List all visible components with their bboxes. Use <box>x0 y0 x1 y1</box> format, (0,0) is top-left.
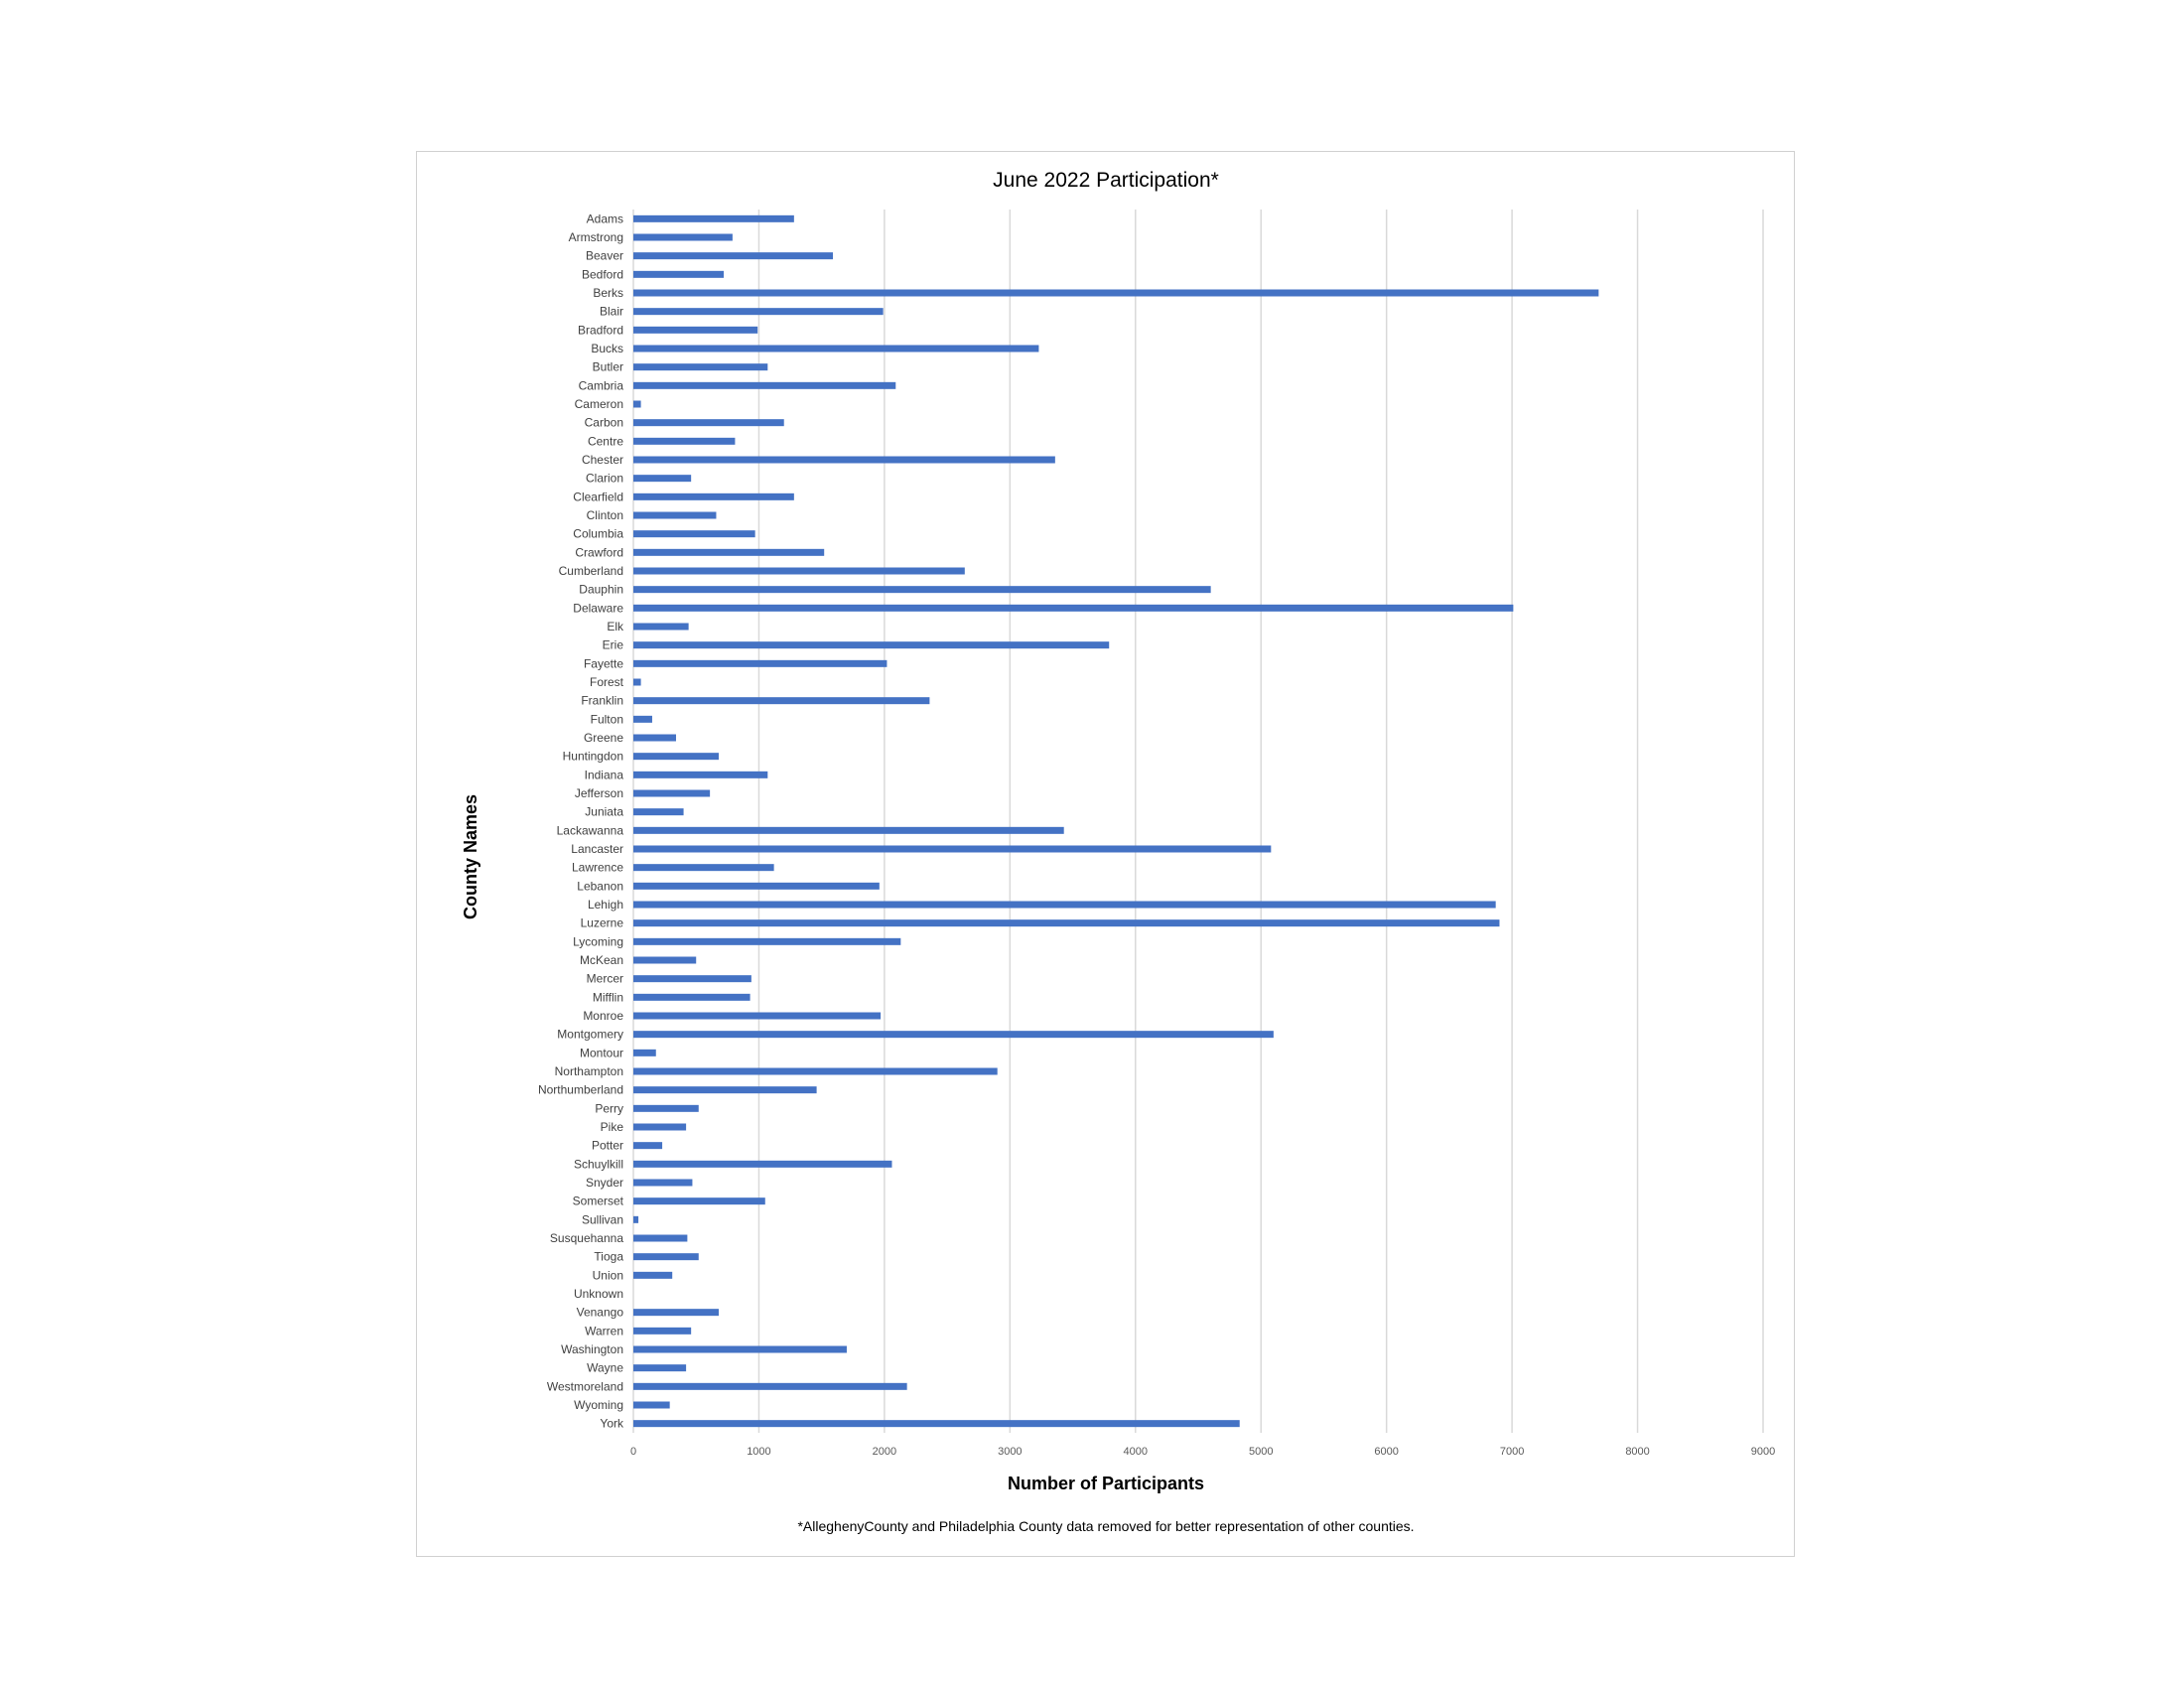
category-label: Cambria <box>578 378 623 393</box>
bar-fayette <box>633 660 887 667</box>
bar-juniata <box>633 808 684 815</box>
bar-wayne <box>633 1364 686 1371</box>
bar-huntingdon <box>633 753 719 760</box>
bar-lancaster <box>633 846 1271 853</box>
category-label: Perry <box>595 1101 623 1116</box>
bar-armstrong <box>633 234 733 241</box>
chart-title: June 2022 Participation* <box>993 169 1219 192</box>
x-axis-title: Number of Participants <box>1007 1474 1205 1493</box>
category-label: Forest <box>589 675 623 689</box>
bar-snyder <box>633 1180 692 1187</box>
x-tick-label: 7000 <box>1499 1446 1525 1458</box>
x-tick-labels <box>630 1446 1775 1458</box>
category-label: Susquehanna <box>549 1231 623 1245</box>
category-label: Mercer <box>586 971 623 986</box>
category-label: Beaver <box>585 248 623 263</box>
category-label: Northumberland <box>537 1082 623 1097</box>
bar-elk <box>633 624 689 631</box>
bar-delaware <box>633 605 1513 612</box>
category-label: Wayne <box>587 1360 623 1375</box>
category-label: Somerset <box>572 1194 623 1208</box>
x-tick-label: 6000 <box>1374 1446 1399 1458</box>
category-label: Crawford <box>575 545 623 560</box>
category-label: Fulton <box>590 712 623 727</box>
category-label: Lancaster <box>571 842 623 856</box>
category-label: Blair <box>599 304 623 319</box>
bar-wyoming <box>633 1402 670 1409</box>
bar-berks <box>633 290 1598 297</box>
bar-crawford <box>633 549 824 556</box>
bar-lackawanna <box>633 827 1064 834</box>
footnote: *AlleghenyCounty and Philadelphia County data removed for better representation of other counties. <box>797 1518 1415 1534</box>
category-label: Clarion <box>585 471 623 486</box>
category-label: Greene <box>583 731 623 745</box>
category-label: Fayette <box>583 656 623 671</box>
category-label: Carbon <box>584 415 623 430</box>
category-label: Armstrong <box>568 230 623 244</box>
category-label: Luzerne <box>580 915 623 930</box>
bar-clarion <box>633 475 691 482</box>
category-label: Lackawanna <box>556 823 623 838</box>
category-label: Clearfield <box>573 490 623 504</box>
bar-cambria <box>633 382 895 389</box>
category-label: Schuylkill <box>573 1157 623 1172</box>
bar-mckean <box>633 957 696 964</box>
bar-lebanon <box>633 883 880 890</box>
category-label: Lycoming <box>573 934 623 949</box>
gridlines <box>633 210 1763 1433</box>
category-label: Columbia <box>573 526 623 541</box>
category-label: Union <box>592 1268 623 1283</box>
bar-luzerne <box>633 919 1499 926</box>
category-label: Northampton <box>554 1064 623 1078</box>
category-label: Westmoreland <box>546 1379 623 1394</box>
x-tick-label: 4000 <box>1123 1446 1149 1458</box>
category-label: York <box>600 1416 623 1431</box>
bar-northampton <box>633 1068 998 1075</box>
category-label: Lawrence <box>571 860 623 875</box>
bar-venango <box>633 1309 719 1316</box>
bar-fulton <box>633 716 652 723</box>
category-label: Lebanon <box>577 879 623 894</box>
bar-perry <box>633 1105 699 1112</box>
category-label: Washington <box>561 1342 623 1356</box>
bar-centre <box>633 438 735 445</box>
bar-somerset <box>633 1197 765 1204</box>
bar-bradford <box>633 327 757 334</box>
bar-union <box>633 1272 672 1279</box>
category-label: Chester <box>581 453 623 467</box>
category-label: Franklin <box>581 693 623 708</box>
bar-monroe <box>633 1013 881 1020</box>
bar-carbon <box>633 419 784 426</box>
bar-sullivan <box>633 1216 638 1223</box>
bars <box>633 215 1598 1427</box>
y-axis-title: County Names <box>461 793 480 920</box>
bar-jefferson <box>633 790 710 797</box>
category-label: Potter <box>591 1138 623 1153</box>
category-label: Jefferson <box>574 786 623 800</box>
x-tick-label: 5000 <box>1248 1446 1274 1458</box>
bar-cumberland <box>633 568 965 575</box>
bar-lycoming <box>633 938 900 945</box>
bar-tioga <box>633 1253 699 1260</box>
bar-blair <box>633 308 884 315</box>
category-label: Berks <box>593 286 623 300</box>
category-label: Tioga <box>594 1249 623 1264</box>
category-label: Huntingdon <box>562 749 623 764</box>
x-tick-label: 0 <box>629 1446 637 1458</box>
category-label: McKean <box>579 953 623 967</box>
bar-montgomery <box>633 1031 1274 1038</box>
category-label: Unknown <box>573 1287 623 1301</box>
category-label: Delaware <box>573 601 623 616</box>
category-label: Pike <box>600 1120 623 1134</box>
bar-cameron <box>633 401 641 408</box>
bar-warren <box>633 1328 691 1335</box>
x-tick-label: 3000 <box>998 1446 1023 1458</box>
category-label: Cameron <box>574 397 623 411</box>
category-label: Indiana <box>584 768 623 782</box>
category-label: Elk <box>607 620 623 633</box>
category-label: Butler <box>592 359 623 374</box>
bar-bedford <box>633 271 724 278</box>
bar-butler <box>633 363 767 370</box>
bar-susquehanna <box>633 1235 687 1242</box>
bar-adams <box>633 215 794 222</box>
category-label: Mifflin <box>592 990 623 1005</box>
category-label: Clinton <box>586 508 623 522</box>
bar-northumberland <box>633 1086 817 1093</box>
bar-dauphin <box>633 586 1211 593</box>
x-tick-label: 9000 <box>1750 1446 1776 1458</box>
bar-erie <box>633 641 1109 648</box>
bar-chart <box>417 152 1796 1558</box>
bar-clearfield <box>633 493 794 500</box>
category-label: Lehigh <box>587 898 623 912</box>
bar-chester <box>633 457 1055 464</box>
bar-lawrence <box>633 864 774 871</box>
bar-beaver <box>633 252 833 259</box>
category-label: Dauphin <box>579 582 623 597</box>
category-label: Centre <box>587 434 623 449</box>
bar-schuylkill <box>633 1161 891 1168</box>
bar-westmoreland <box>633 1383 907 1390</box>
bar-franklin <box>633 697 929 704</box>
category-label: Wyoming <box>574 1398 623 1412</box>
category-label: Juniata <box>585 804 623 819</box>
category-label: Erie <box>602 637 623 652</box>
bar-mifflin <box>633 994 751 1001</box>
bar-pike <box>633 1124 686 1131</box>
bar-bucks <box>633 346 1038 352</box>
category-label: Bedford <box>581 267 623 282</box>
category-label: Warren <box>585 1324 623 1338</box>
bar-york <box>633 1420 1240 1427</box>
chart-frame <box>416 151 1795 1557</box>
category-label: Bradford <box>577 323 623 338</box>
bar-columbia <box>633 530 755 537</box>
category-label: Adams <box>586 211 623 226</box>
x-tick-label: 8000 <box>1625 1446 1650 1458</box>
category-label: Snyder <box>585 1176 623 1190</box>
category-label: Sullivan <box>581 1212 623 1227</box>
bar-indiana <box>633 772 767 778</box>
category-labels <box>538 211 624 1430</box>
category-label: Cumberland <box>558 564 623 578</box>
bar-forest <box>633 679 641 686</box>
bar-potter <box>633 1142 662 1149</box>
bar-mercer <box>633 975 751 982</box>
x-tick-label: 1000 <box>747 1446 771 1458</box>
bar-clinton <box>633 512 716 519</box>
x-tick-label: 2000 <box>872 1446 897 1458</box>
category-label: Bucks <box>591 342 623 355</box>
bar-montour <box>633 1050 656 1056</box>
category-label: Monroe <box>583 1009 623 1023</box>
bar-lehigh <box>633 902 1496 909</box>
bar-washington <box>633 1346 847 1353</box>
category-label: Montgomery <box>557 1027 623 1042</box>
bar-greene <box>633 735 676 742</box>
category-label: Montour <box>579 1046 623 1060</box>
category-label: Venango <box>576 1305 623 1320</box>
